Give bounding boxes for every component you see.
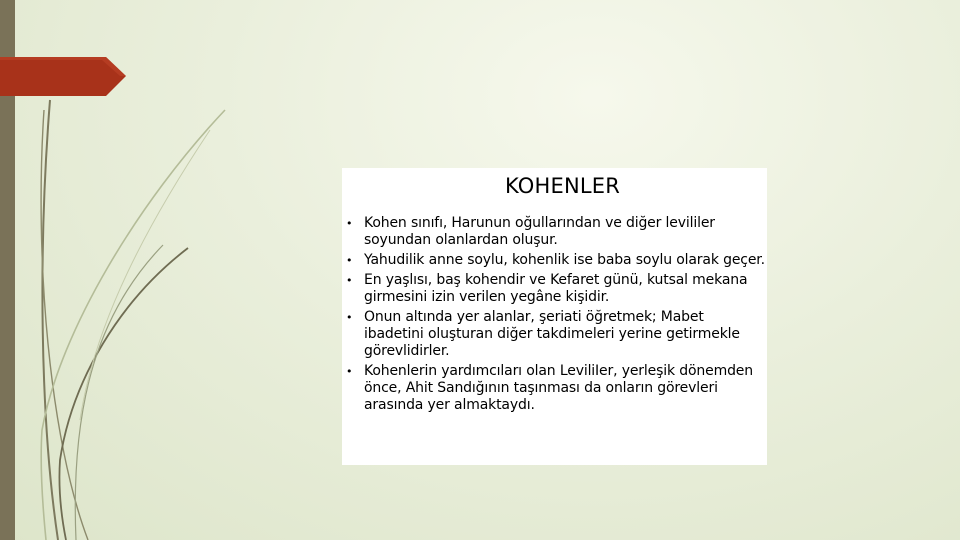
bullet-text: Kohen sınıfı, Harunun oğullarından ve diğer levililer soyundan olanlardan oluşur. xyxy=(364,215,715,248)
bullet-marker: • xyxy=(346,274,353,287)
bullet-marker: • xyxy=(346,365,353,378)
bullet-item xyxy=(342,252,767,269)
bullet-marker: • xyxy=(346,254,353,267)
bullet-marker: • xyxy=(346,217,353,230)
bullet-item xyxy=(342,363,767,414)
bullet-text: Yahudilik anne soylu, kohenlik ise baba soylu olarak geçer. xyxy=(364,252,765,268)
bullet-text: Kohenlerin yardımcıları olan LeviliIer, yerleşik dönemden önce, Ahit Sandığının taşınması da onların görevleri arasında yer almaktaydı. xyxy=(364,363,753,413)
bullet-marker: • xyxy=(346,311,353,324)
slide-title: KOHENLER xyxy=(504,174,621,198)
bullet-text: En yaşlısı, baş kohendir ve Kefaret günü, kutsal mekana girmesini izin verilen yegâne kişidir. xyxy=(364,272,748,305)
decorative-swoosh-lines xyxy=(0,0,240,540)
bullet-item xyxy=(342,215,767,249)
bullet-item xyxy=(342,272,767,306)
bullet-list xyxy=(342,215,767,414)
bullet-item xyxy=(342,309,767,360)
content-card xyxy=(342,168,767,465)
bullet-text: Onun altında yer alanlar, şeriati öğretmek; Mabet ibadetini oluşturan diğer takdimeleri yerine getirmekle görevlidirler. xyxy=(364,309,740,359)
